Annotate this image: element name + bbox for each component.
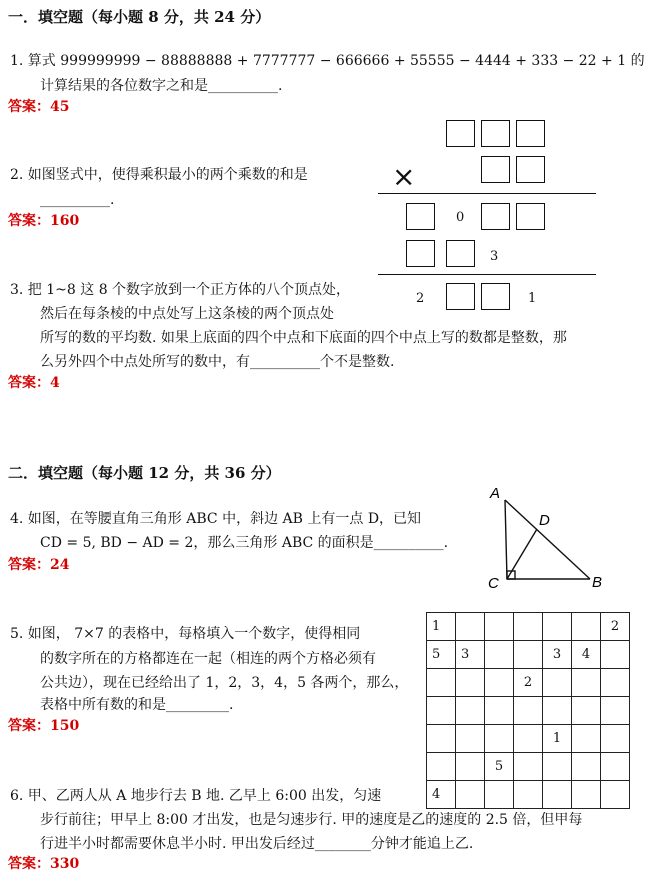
q2-answer: 答案：160	[8, 213, 80, 229]
q4-answer: 答案：24	[8, 557, 70, 573]
q6-line2: 步行前往；甲早上 8:00 才出发，也是匀速步行. 甲的速度是乙的速度的 2.5 倍，但甲每	[40, 812, 583, 828]
grid-cell: 5	[485, 753, 514, 781]
grid-cell	[572, 753, 601, 781]
section-2-title: 二．填空题（每小题 12 分，共 36 分）	[8, 464, 281, 482]
grid-cell	[456, 669, 485, 697]
q1-line2: 计算结果的各位数字之和是__________.	[40, 78, 283, 94]
grid-cell	[514, 753, 543, 781]
grid-cell	[601, 669, 630, 697]
rule-line	[378, 193, 596, 194]
triangle-figure	[480, 480, 610, 595]
digit-box	[446, 240, 475, 267]
q4-line2: CD = 5, BD − AD = 2，那么三角形 ABC 的面积是__________.	[40, 535, 449, 551]
grid-cell	[456, 725, 485, 753]
given-digit: 0	[456, 210, 465, 225]
grid-cell: 4	[572, 641, 601, 669]
grid-cell: 3	[456, 641, 485, 669]
grid-cell	[514, 697, 543, 725]
grid-cell	[427, 725, 456, 753]
grid-row	[427, 753, 630, 781]
grid-cell	[485, 697, 514, 725]
q6-line1: 6. 甲、乙两人从 A 地步行去 B 地. 乙早上 6:00 出发，匀速	[10, 788, 382, 804]
given-digit: 2	[416, 291, 425, 306]
digit-box	[516, 203, 545, 230]
grid-7x7	[426, 612, 630, 809]
grid-cell: 1	[427, 613, 456, 641]
q1-answer: 答案：45	[8, 99, 70, 115]
grid-cell: 3	[543, 641, 572, 669]
grid-cell	[514, 641, 543, 669]
grid-cell	[572, 781, 601, 809]
q3-line3: 所写的数的平均数. 如果上底面的四个中点和下底面的四个中点上写的数都是整数，那	[40, 330, 567, 346]
q2-line1: 2. 如图竖式中，使得乘积最小的两个乘数的和是	[10, 167, 308, 183]
vertex-a-label: A	[490, 485, 501, 502]
q5-line3: 公共边），现在已经给出了 1，2，3，4，5 各两个，那么，	[40, 675, 409, 691]
q3-line1: 3. 把 1~8 这 8 个数字放到一个正方体的八个顶点处，	[10, 282, 351, 298]
side-ac	[505, 500, 507, 579]
grid-cell	[543, 781, 572, 809]
q5-answer: 答案：150	[8, 718, 80, 734]
grid-cell	[427, 753, 456, 781]
grid-row	[427, 641, 630, 669]
digit-box	[406, 240, 435, 267]
grid-cell	[601, 697, 630, 725]
grid-cell	[572, 725, 601, 753]
grid-cell	[514, 725, 543, 753]
digit-box	[481, 156, 510, 183]
rule-line	[378, 274, 596, 275]
q6-line3: 行进半小时都需要休息半小时. 甲出发后经过________分钟才能追上乙.	[40, 836, 474, 852]
digit-box	[481, 203, 510, 230]
q3-line4: 么另外四个中点处所写的数中，有__________个不是整数.	[40, 354, 395, 370]
q6-answer: 答案：330	[8, 856, 80, 872]
grid-cell	[427, 697, 456, 725]
grid-cell	[543, 613, 572, 641]
digit-box	[481, 283, 510, 310]
grid-cell	[601, 781, 630, 809]
grid-row	[427, 725, 630, 753]
grid-cell	[572, 613, 601, 641]
grid-cell	[601, 725, 630, 753]
grid-cell	[456, 613, 485, 641]
q3-answer: 答案：4	[8, 375, 60, 391]
vertex-c-label: C	[488, 575, 499, 592]
grid-cell	[427, 669, 456, 697]
grid-row	[427, 613, 630, 641]
grid-row	[427, 697, 630, 725]
grid-cell	[456, 781, 485, 809]
grid-cell	[543, 753, 572, 781]
grid-cell	[543, 697, 572, 725]
given-digit: 3	[490, 249, 499, 264]
grid-cell	[514, 781, 543, 809]
grid-cell: 4	[427, 781, 456, 809]
digit-box	[481, 120, 510, 147]
times-sign: ×	[392, 160, 416, 193]
digit-box	[446, 283, 475, 310]
given-digit: 1	[528, 291, 537, 306]
grid-cell: 2	[514, 669, 543, 697]
grid-cell	[514, 613, 543, 641]
vertex-b-label: B	[592, 574, 603, 591]
section-1-title: 一．填空题（每小题 8 分，共 24 分）	[8, 8, 271, 26]
q3-line2: 然后在每条棱的中点处写上这条棱的两个顶点处	[40, 306, 334, 322]
grid-cell	[456, 753, 485, 781]
q2-line2: __________.	[40, 192, 115, 208]
grid-cell	[572, 669, 601, 697]
q4-line1: 4. 如图，在等腰直角三角形 ABC 中，斜边 AB 上有一点 D，已知	[10, 511, 422, 527]
grid-cell	[543, 669, 572, 697]
grid-cell: 2	[601, 613, 630, 641]
grid-cell	[485, 613, 514, 641]
grid-cell	[601, 753, 630, 781]
digit-box	[516, 120, 545, 147]
digit-box	[446, 120, 475, 147]
grid-cell: 1	[543, 725, 572, 753]
digit-box	[516, 156, 545, 183]
grid-cell: 5	[427, 641, 456, 669]
grid-cell	[572, 697, 601, 725]
grid-row	[427, 781, 630, 809]
q5-line1: 5. 如图， 7×7 的表格中，每格填入一个数字，使得相同	[10, 626, 361, 642]
q5-line4: 表格中所有数的和是_________.	[40, 697, 234, 713]
grid-cell	[485, 669, 514, 697]
grid-cell	[456, 697, 485, 725]
grid-cell	[485, 641, 514, 669]
q5-line2: 的数字所在的方格都连在一起（相连的两个方格必须有	[40, 651, 376, 667]
grid-cell	[601, 641, 630, 669]
grid-cell	[485, 781, 514, 809]
point-d-label: D	[539, 512, 550, 529]
digit-box	[406, 203, 435, 230]
q1-line1: 1. 算式 999999999 − 88888888 + 7777777 − 666666 + 55555 − 4444 + 333 − 22 + 1 的	[10, 53, 645, 69]
grid-cell	[485, 725, 514, 753]
grid-row	[427, 669, 630, 697]
